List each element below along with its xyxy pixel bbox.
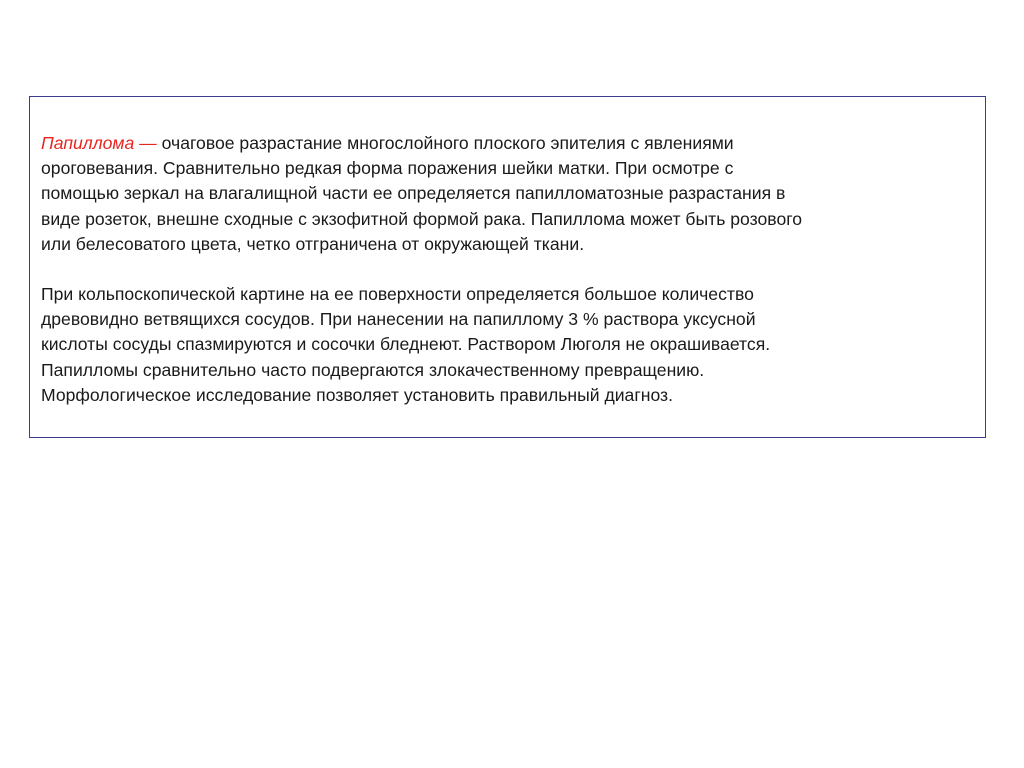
text-content (41, 131, 971, 408)
term-papilloma: Папиллома — (41, 133, 157, 153)
paragraph1-line-2: ороговевания. Сравнительно редкая форма поражения шейки матки. При осмотре с (41, 158, 734, 179)
paragraph-colposcopy (41, 282, 971, 408)
paragraph2-line-5: Морфологическое исследование позволяет установить правильный диагноз. (41, 384, 674, 405)
paragraph2-line-3: кислоты сосуды спазмируются и сосочки бледнеют. Раствором Люголя не окрашивается. (41, 334, 771, 355)
paragraph1-line-5: или белесоватого цвета, четко отграничена от окружающей ткани. (41, 233, 585, 254)
paragraph1-line-3: помощью зеркал на влагалищной части ее определяется папилломатозные разрастания в (41, 183, 786, 204)
paragraph1-line-1: очаговое разрастание многослойного плоского эпителия с явлениями (156, 133, 734, 153)
paragraph-papilloma-definition (41, 131, 971, 257)
paragraph2-line-2: древовидно ветвящихся сосудов. При нанесении на папиллому 3 % раствора уксусной (41, 309, 756, 330)
paragraph1-line-4: виде розеток, внешне сходные с экзофитной формой рака. Папиллома может быть розового (41, 208, 803, 229)
text-box (29, 96, 986, 438)
paragraph2-line-1: При кольпоскопической картине на ее поверхности определяется большое количество (41, 284, 754, 305)
paragraph2-line-4: Папилломы сравнительно часто подвергаются злокачественному превращению. (41, 359, 705, 380)
